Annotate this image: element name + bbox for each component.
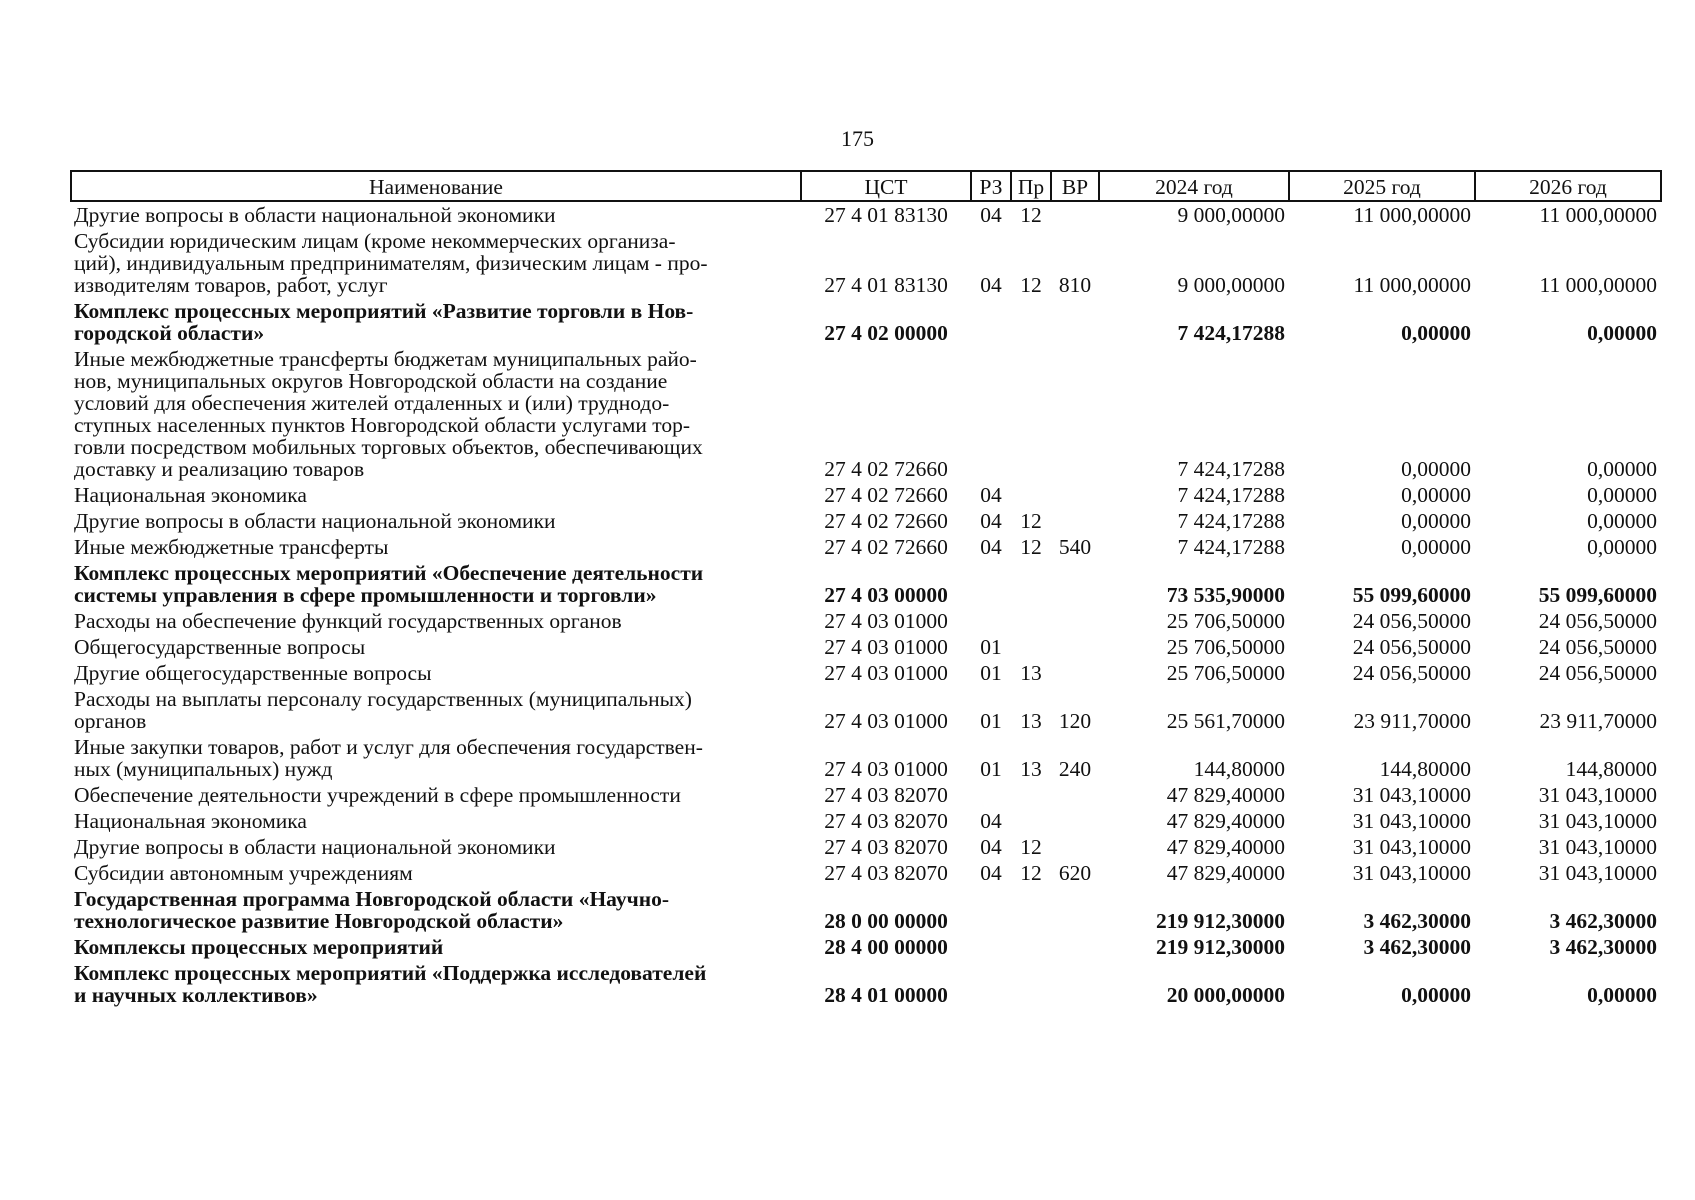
row-amount-2026: 24 056,50000 xyxy=(1538,661,1657,685)
table-row xyxy=(71,346,1661,482)
row-cst: 28 0 00 00000 xyxy=(824,909,948,933)
row-vr xyxy=(1051,782,1099,808)
row-rz: 04 xyxy=(980,535,1002,559)
row-vr xyxy=(1051,508,1099,534)
row-vr xyxy=(1051,346,1099,482)
row-pr: 12 xyxy=(1020,835,1042,859)
row-cst: 27 4 01 83130 xyxy=(824,273,948,297)
row-pr xyxy=(1011,634,1051,660)
row-rz: 04 xyxy=(980,483,1002,507)
row-amount-2025: 55 099,60000 xyxy=(1352,583,1471,607)
row-name-line: ступных населенных пунктов Новгородской области услугами тор- xyxy=(74,413,690,437)
row-name xyxy=(71,298,801,346)
row-amount-2025: 0,00000 xyxy=(1401,321,1471,345)
table-row xyxy=(71,808,1661,834)
row-pr: 12 xyxy=(1020,535,1042,559)
row-pr xyxy=(1011,346,1051,482)
row-pr xyxy=(1011,298,1051,346)
column-header-2025: 2025 год xyxy=(1289,171,1475,201)
budget-table xyxy=(70,170,1662,1008)
row-amount-2024: 9 000,00000 xyxy=(1177,203,1285,227)
row-pr xyxy=(1011,782,1051,808)
header-row xyxy=(71,171,1661,201)
row-rz: 04 xyxy=(980,861,1002,885)
row-name-line: говли посредством мобильных торговых объектов, обеспечивающих xyxy=(74,435,703,459)
row-amount-2025: 144,80000 xyxy=(1379,757,1471,781)
row-cst: 27 4 03 01000 xyxy=(824,661,948,685)
row-name-line: условий для обеспечения жителей отдаленных и (или) труднодо- xyxy=(74,391,670,415)
table-row xyxy=(71,860,1661,886)
row-amount-2024: 25 561,70000 xyxy=(1166,709,1285,733)
row-rz: 04 xyxy=(980,809,1002,833)
row-amount-2025: 3 462,30000 xyxy=(1363,935,1471,959)
row-cst: 27 4 02 72660 xyxy=(824,535,948,559)
row-amount-2026: 3 462,30000 xyxy=(1549,935,1657,959)
row-amount-2024: 47 829,40000 xyxy=(1166,809,1285,833)
row-amount-2026: 0,00000 xyxy=(1587,535,1657,559)
row-pr xyxy=(1011,560,1051,608)
row-name-line: Иные межбюджетные трансферты бюджетам муниципальных райо- xyxy=(74,347,697,371)
row-amount-2024: 7 424,17288 xyxy=(1177,457,1285,481)
row-rz: 01 xyxy=(980,635,1002,659)
row-name xyxy=(71,201,801,228)
table-row xyxy=(71,560,1661,608)
row-amount-2026: 11 000,00000 xyxy=(1539,273,1657,297)
row-rz xyxy=(971,886,1011,934)
column-header-2026: 2026 год xyxy=(1475,171,1661,201)
row-name-line: городской области» xyxy=(74,321,265,345)
row-name-line: Расходы на выплаты персоналу государственных (муниципальных) xyxy=(74,687,692,711)
row-amount-2024: 47 829,40000 xyxy=(1166,783,1285,807)
row-amount-2026: 3 462,30000 xyxy=(1549,909,1657,933)
row-amount-2025: 23 911,70000 xyxy=(1353,709,1471,733)
row-name xyxy=(71,808,801,834)
row-name xyxy=(71,634,801,660)
row-rz xyxy=(971,934,1011,960)
row-cst: 27 4 03 82070 xyxy=(824,783,948,807)
row-name xyxy=(71,886,801,934)
row-pr xyxy=(1011,808,1051,834)
row-name xyxy=(71,782,801,808)
row-name-line: Национальная экономика xyxy=(74,809,307,833)
row-amount-2025: 0,00000 xyxy=(1401,483,1471,507)
row-amount-2025: 31 043,10000 xyxy=(1352,835,1471,859)
row-amount-2025: 31 043,10000 xyxy=(1352,809,1471,833)
row-cst: 27 4 03 00000 xyxy=(824,583,948,607)
row-rz: 04 xyxy=(980,273,1002,297)
row-cst: 27 4 02 72660 xyxy=(824,483,948,507)
table-row xyxy=(71,960,1661,1008)
row-cst: 27 4 02 00000 xyxy=(824,321,948,345)
row-amount-2024: 7 424,17288 xyxy=(1177,535,1285,559)
row-pr xyxy=(1011,608,1051,634)
row-amount-2026: 24 056,50000 xyxy=(1538,609,1657,633)
row-amount-2024: 7 424,17288 xyxy=(1177,483,1285,507)
row-name xyxy=(71,960,801,1008)
row-pr xyxy=(1011,934,1051,960)
row-amount-2025: 24 056,50000 xyxy=(1352,609,1471,633)
row-vr: 810 xyxy=(1058,273,1092,297)
table-row xyxy=(71,228,1661,298)
row-name xyxy=(71,560,801,608)
row-pr xyxy=(1011,886,1051,934)
row-rz: 01 xyxy=(980,709,1002,733)
row-amount-2025: 11 000,00000 xyxy=(1353,203,1471,227)
row-amount-2024: 9 000,00000 xyxy=(1177,273,1285,297)
row-pr xyxy=(1011,960,1051,1008)
row-vr xyxy=(1051,960,1099,1008)
row-amount-2026: 0,00000 xyxy=(1587,457,1657,481)
row-name-line: Комплекс процессных мероприятий «Поддержка исследователей xyxy=(74,961,707,985)
row-name-line: Иные закупки товаров, работ и услуг для обеспечения государствен- xyxy=(74,735,703,759)
column-header-pr: Пр xyxy=(1011,171,1051,201)
row-name-line: Обеспечение деятельности учреждений в сфере промышленности xyxy=(74,783,681,807)
row-cst: 28 4 01 00000 xyxy=(824,983,948,1007)
row-name-line: ций), индивидуальным предпринимателям, физическим лицам - про- xyxy=(74,251,708,275)
row-name-line: ных (муниципальных) нужд xyxy=(74,757,333,781)
table-row xyxy=(71,298,1661,346)
row-amount-2024: 7 424,17288 xyxy=(1177,321,1285,345)
row-name-line: изводителям товаров, работ, услуг xyxy=(74,273,388,297)
row-name-line: Комплекс процессных мероприятий «Развитие торговли в Нов- xyxy=(74,299,694,323)
row-rz xyxy=(971,298,1011,346)
row-name-line: Комплексы процессных мероприятий xyxy=(74,935,444,959)
row-vr xyxy=(1051,834,1099,860)
row-amount-2025: 0,00000 xyxy=(1401,535,1471,559)
row-amount-2024: 219 912,30000 xyxy=(1156,909,1285,933)
row-pr: 12 xyxy=(1020,861,1042,885)
row-amount-2024: 47 829,40000 xyxy=(1166,861,1285,885)
row-rz xyxy=(971,346,1011,482)
row-rz xyxy=(971,960,1011,1008)
row-pr: 13 xyxy=(1020,661,1042,685)
row-amount-2025: 0,00000 xyxy=(1401,457,1471,481)
row-amount-2024: 25 706,50000 xyxy=(1166,661,1285,685)
row-vr xyxy=(1051,886,1099,934)
table-row xyxy=(71,934,1661,960)
table-row xyxy=(71,534,1661,560)
row-name xyxy=(71,228,801,298)
row-name-line: Субсидии автономным учреждениям xyxy=(74,861,413,885)
row-rz: 04 xyxy=(980,509,1002,533)
row-name-line: доставку и реализацию товаров xyxy=(74,457,365,481)
row-name-line: Другие общегосударственные вопросы xyxy=(74,661,432,685)
row-amount-2026: 31 043,10000 xyxy=(1538,835,1657,859)
row-name-line: и научных коллективов» xyxy=(74,983,318,1007)
column-header-cst: ЦСТ xyxy=(801,171,971,201)
row-amount-2026: 31 043,10000 xyxy=(1538,861,1657,885)
column-header-name: Наименование xyxy=(71,171,801,201)
row-amount-2026: 11 000,00000 xyxy=(1539,203,1657,227)
row-amount-2026: 144,80000 xyxy=(1565,757,1657,781)
row-amount-2024: 73 535,90000 xyxy=(1166,583,1285,607)
row-name xyxy=(71,346,801,482)
row-amount-2026: 0,00000 xyxy=(1587,321,1657,345)
row-name-line: Иные межбюджетные трансферты xyxy=(74,535,389,559)
row-name xyxy=(71,482,801,508)
row-vr xyxy=(1051,660,1099,686)
row-amount-2026: 55 099,60000 xyxy=(1538,583,1657,607)
row-vr: 540 xyxy=(1058,535,1092,559)
row-cst: 27 4 03 01000 xyxy=(824,709,948,733)
row-vr xyxy=(1051,634,1099,660)
row-pr: 12 xyxy=(1020,203,1042,227)
column-header-vr: ВР xyxy=(1051,171,1099,201)
row-vr: 240 xyxy=(1058,757,1092,781)
row-amount-2026: 31 043,10000 xyxy=(1538,783,1657,807)
row-amount-2026: 0,00000 xyxy=(1587,983,1657,1007)
row-name xyxy=(71,686,801,734)
column-header-2024: 2024 год xyxy=(1099,171,1289,201)
row-name-line: системы управления в сфере промышленности и торговли» xyxy=(74,583,657,607)
table-row xyxy=(71,782,1661,808)
row-cst: 27 4 03 82070 xyxy=(824,861,948,885)
row-name xyxy=(71,834,801,860)
row-cst: 28 4 00 00000 xyxy=(824,935,948,959)
row-cst: 27 4 02 72660 xyxy=(824,509,948,533)
row-name-line: Другие вопросы в области национальной экономики xyxy=(74,509,556,533)
row-amount-2025: 11 000,00000 xyxy=(1353,273,1471,297)
row-amount-2024: 144,80000 xyxy=(1193,757,1285,781)
row-name xyxy=(71,660,801,686)
row-pr: 13 xyxy=(1020,757,1042,781)
row-name-line: Общегосударственные вопросы xyxy=(74,635,366,659)
row-name xyxy=(71,608,801,634)
row-amount-2024: 47 829,40000 xyxy=(1166,835,1285,859)
row-name-line: Государственная программа Новгородской области «Научно- xyxy=(74,887,669,911)
row-amount-2026: 24 056,50000 xyxy=(1538,635,1657,659)
row-amount-2026: 23 911,70000 xyxy=(1539,709,1657,733)
row-rz: 04 xyxy=(980,203,1002,227)
row-rz: 01 xyxy=(980,661,1002,685)
row-cst: 27 4 01 83130 xyxy=(824,203,948,227)
row-cst: 27 4 02 72660 xyxy=(824,457,948,481)
row-name-line: Расходы на обеспечение функций государственных органов xyxy=(74,609,622,633)
row-rz: 04 xyxy=(980,835,1002,859)
row-amount-2024: 25 706,50000 xyxy=(1166,609,1285,633)
table-row xyxy=(71,608,1661,634)
row-cst: 27 4 03 01000 xyxy=(824,609,948,633)
table-row xyxy=(71,634,1661,660)
row-vr xyxy=(1051,298,1099,346)
row-name xyxy=(71,508,801,534)
row-amount-2026: 0,00000 xyxy=(1587,483,1657,507)
row-vr xyxy=(1051,608,1099,634)
page-number: 175 xyxy=(841,126,874,151)
table-row xyxy=(71,660,1661,686)
row-rz xyxy=(971,560,1011,608)
table-body xyxy=(71,201,1661,1008)
row-rz xyxy=(971,608,1011,634)
row-amount-2025: 0,00000 xyxy=(1401,509,1471,533)
row-amount-2025: 24 056,50000 xyxy=(1352,661,1471,685)
row-name-line: Комплекс процессных мероприятий «Обеспечение деятельности xyxy=(74,561,704,585)
row-amount-2026: 31 043,10000 xyxy=(1538,809,1657,833)
row-pr xyxy=(1011,482,1051,508)
row-vr xyxy=(1051,482,1099,508)
column-header-rz: РЗ xyxy=(971,171,1011,201)
row-amount-2025: 31 043,10000 xyxy=(1352,861,1471,885)
row-cst: 27 4 03 82070 xyxy=(824,809,948,833)
row-name xyxy=(71,734,801,782)
row-name-line: Национальная экономика xyxy=(74,483,307,507)
table-row xyxy=(71,201,1661,228)
row-name-line: технологическое развитие Новгородской области» xyxy=(74,909,564,933)
row-amount-2024: 25 706,50000 xyxy=(1166,635,1285,659)
row-vr xyxy=(1051,201,1099,228)
table-row xyxy=(71,834,1661,860)
row-amount-2025: 31 043,10000 xyxy=(1352,783,1471,807)
row-rz: 01 xyxy=(980,757,1002,781)
row-amount-2026: 0,00000 xyxy=(1587,509,1657,533)
row-vr xyxy=(1051,560,1099,608)
table-header xyxy=(71,171,1661,201)
table-row xyxy=(71,734,1661,782)
row-vr xyxy=(1051,808,1099,834)
row-cst: 27 4 03 01000 xyxy=(824,635,948,659)
row-name-line: Другие вопросы в области национальной экономики xyxy=(74,835,556,859)
row-name xyxy=(71,934,801,960)
row-vr: 620 xyxy=(1058,861,1092,885)
row-name-line: органов xyxy=(74,709,147,733)
row-name xyxy=(71,860,801,886)
row-pr: 12 xyxy=(1020,509,1042,533)
table-row xyxy=(71,482,1661,508)
row-rz xyxy=(971,782,1011,808)
row-cst: 27 4 03 82070 xyxy=(824,835,948,859)
row-name-line: нов, муниципальных округов Новгородской области на создание xyxy=(74,369,668,393)
row-pr: 12 xyxy=(1020,273,1042,297)
table-row xyxy=(71,686,1661,734)
row-amount-2025: 0,00000 xyxy=(1401,983,1471,1007)
table-row xyxy=(71,508,1661,534)
row-amount-2024: 7 424,17288 xyxy=(1177,509,1285,533)
row-amount-2025: 24 056,50000 xyxy=(1352,635,1471,659)
row-amount-2024: 219 912,30000 xyxy=(1156,935,1285,959)
row-amount-2024: 20 000,00000 xyxy=(1166,983,1285,1007)
row-name xyxy=(71,534,801,560)
row-pr: 13 xyxy=(1020,709,1042,733)
row-amount-2025: 3 462,30000 xyxy=(1363,909,1471,933)
table-row xyxy=(71,886,1661,934)
row-vr: 120 xyxy=(1058,709,1092,733)
row-vr xyxy=(1051,934,1099,960)
row-name-line: Субсидии юридическим лицам (кроме некоммерческих организа- xyxy=(74,229,676,253)
row-name-line: Другие вопросы в области национальной экономики xyxy=(74,203,556,227)
row-cst: 27 4 03 01000 xyxy=(824,757,948,781)
